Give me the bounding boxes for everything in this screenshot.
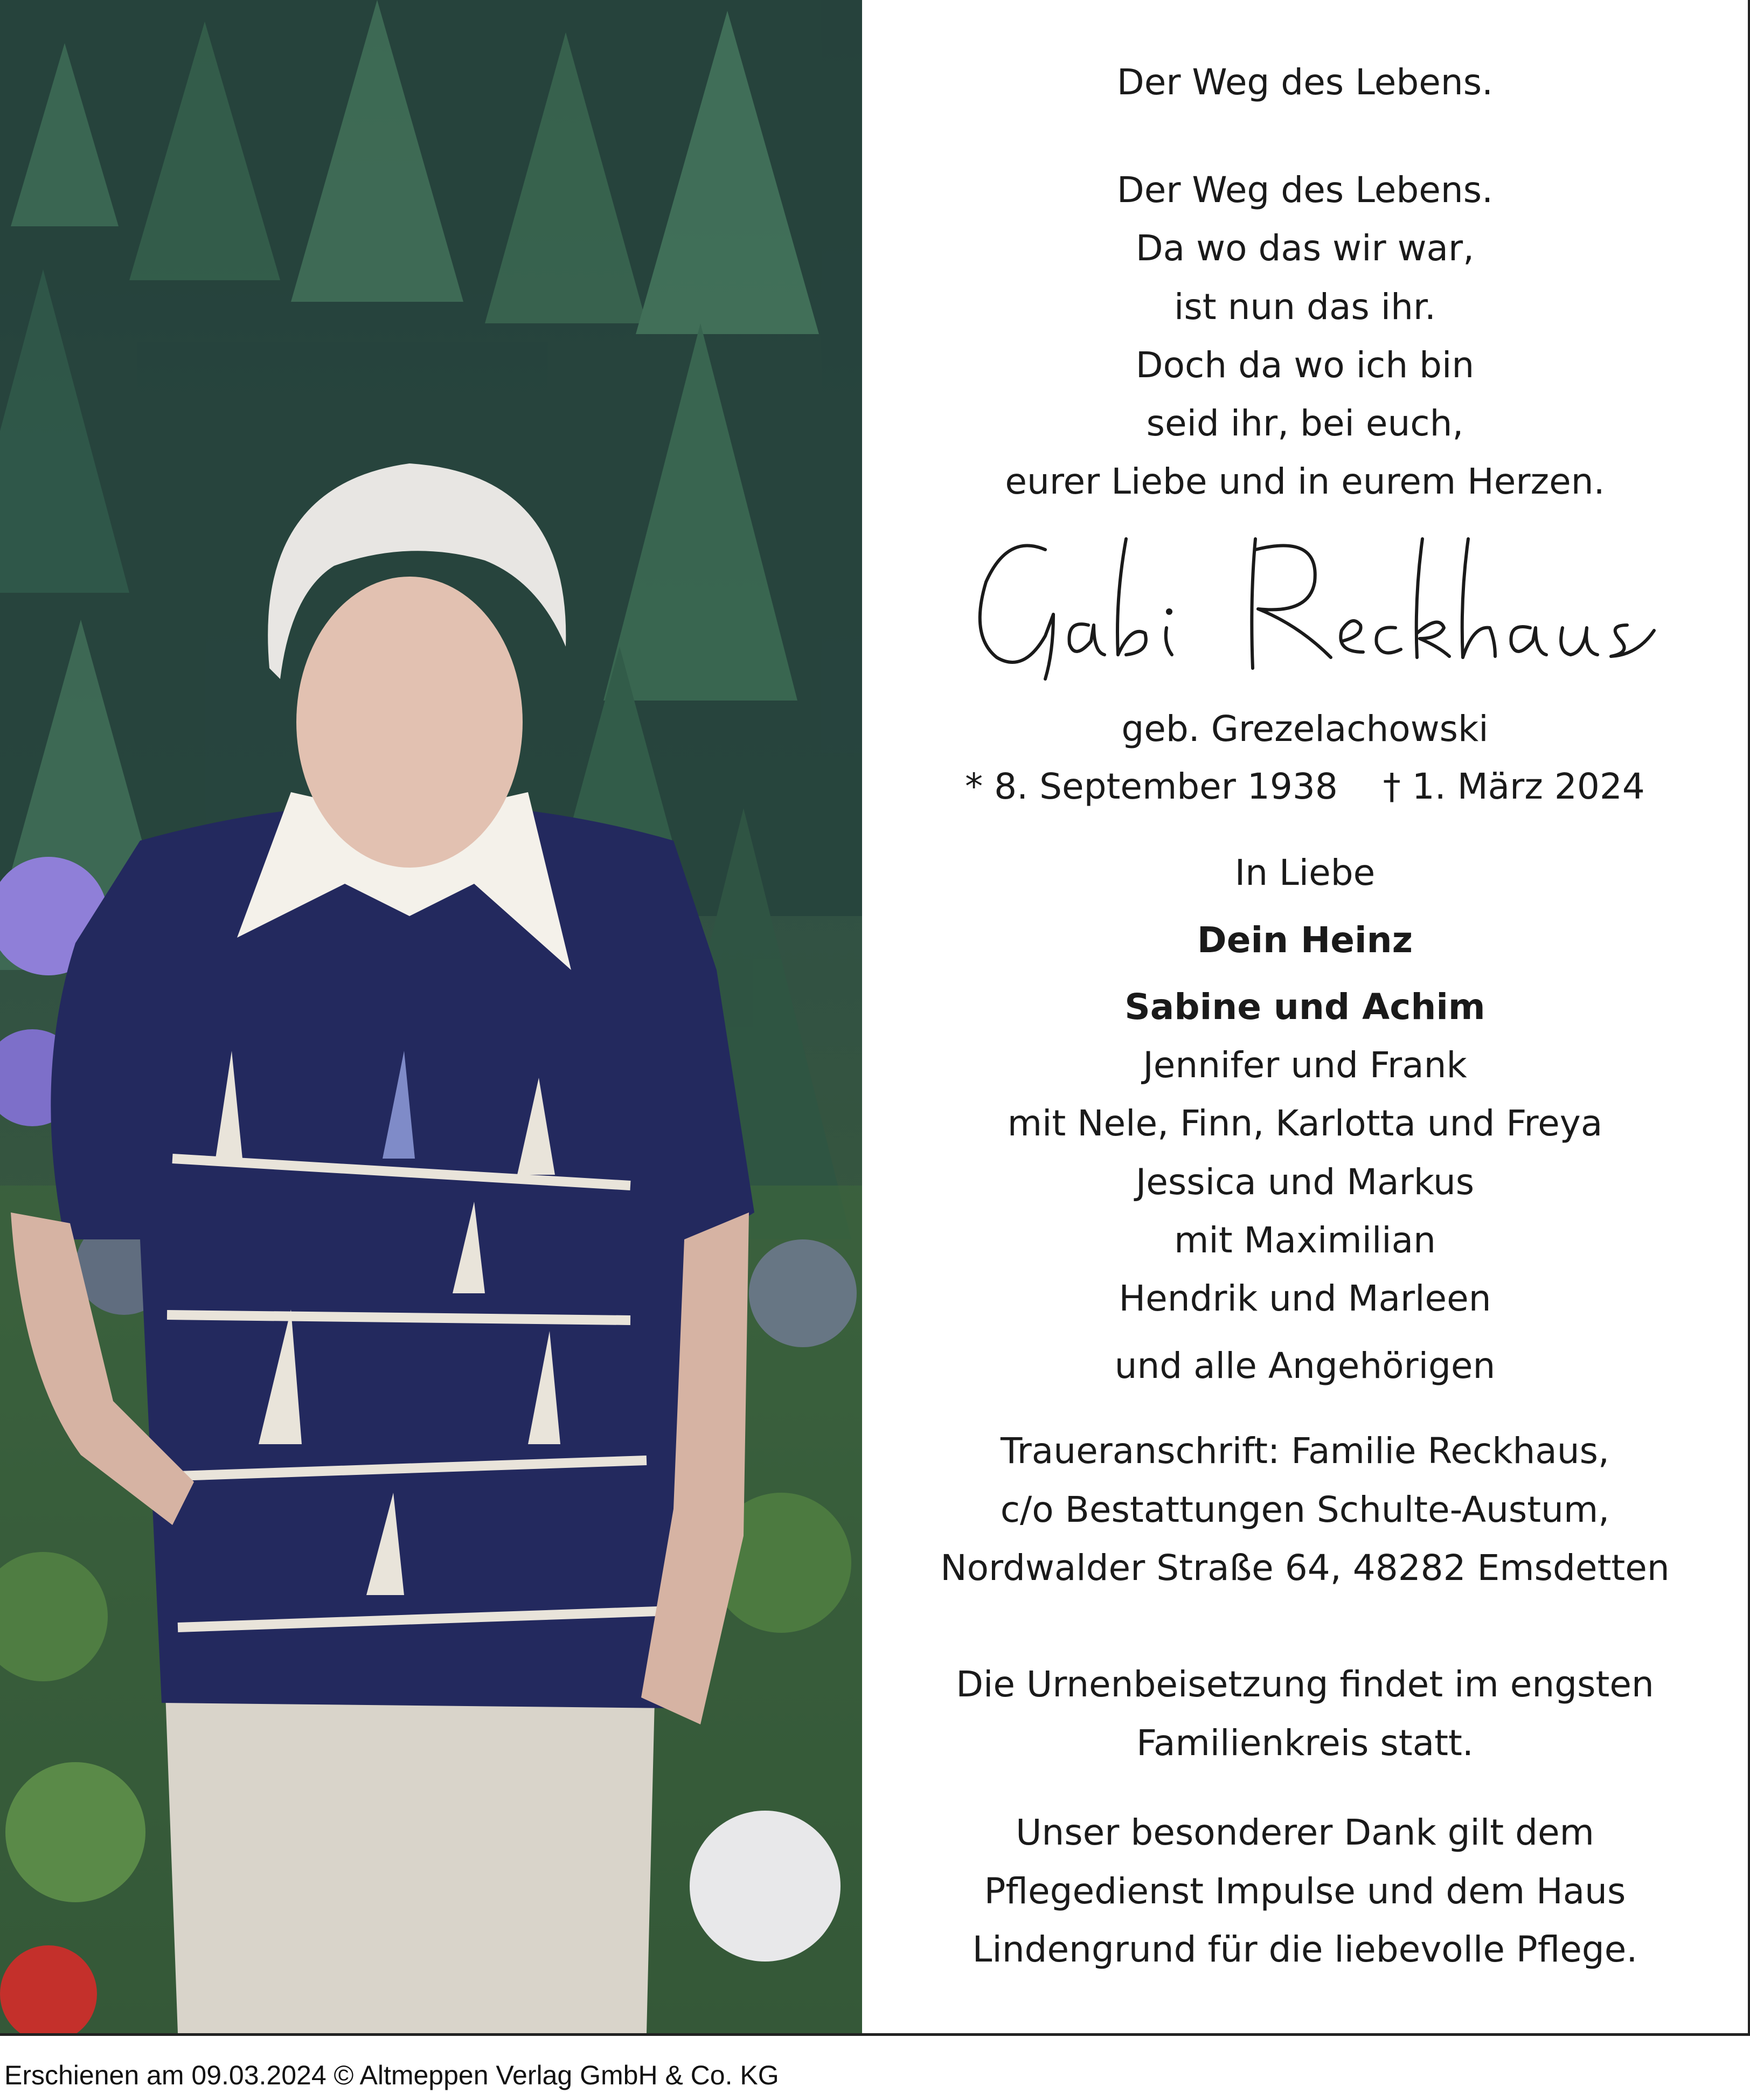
mourner-family: Jennifer und Frank bbox=[1143, 1044, 1467, 1086]
poem-line: Doch da wo ich bin bbox=[1135, 344, 1475, 386]
poem-title: Der Weg des Lebens. bbox=[1116, 61, 1494, 103]
poem-line: Der Weg des Lebens. bbox=[1116, 169, 1494, 211]
portrait-photo bbox=[0, 0, 862, 2033]
thanks-note: Unser besonderer Dank gilt dem bbox=[1016, 1812, 1594, 1853]
name-signature bbox=[964, 517, 1665, 701]
address-line: Nordwalder Straße 64, 48282 Emsdetten bbox=[940, 1547, 1670, 1589]
mourner-primary: Sabine und Achim bbox=[1124, 986, 1485, 1028]
mourners-intro: In Liebe bbox=[1234, 852, 1376, 893]
publication-footer: Erschienen am 09.03.2024 © Altmeppen Verlag GmbH & Co. KG bbox=[4, 2060, 779, 2090]
death-date: † 1. März 2024 bbox=[1383, 766, 1645, 807]
thanks-note: Pflegedienst Impulse und dem Haus bbox=[984, 1870, 1626, 1912]
mourner-family: mit Nele, Finn, Karlotta und Freya bbox=[1007, 1103, 1603, 1144]
poem-line: eurer Liebe und in eurem Herzen. bbox=[1005, 461, 1605, 502]
poem-line: Da wo das wir war, bbox=[1135, 227, 1475, 269]
portrait-illustration bbox=[0, 0, 862, 2033]
life-dates bbox=[862, 765, 1748, 808]
mourner-primary: Dein Heinz bbox=[1197, 919, 1413, 961]
address-line: Traueranschrift: Familie Reckhaus, bbox=[1001, 1430, 1609, 1472]
birth-date: * 8. September 1938 bbox=[965, 766, 1338, 807]
obituary-text bbox=[862, 0, 1748, 2033]
burial-note: Familienkreis statt. bbox=[1136, 1722, 1474, 1764]
mourner-family: Hendrik und Marleen bbox=[1119, 1278, 1491, 1319]
poem-line: ist nun das ihr. bbox=[1174, 286, 1436, 328]
poem-line: seid ihr, bei euch, bbox=[1146, 403, 1464, 444]
mourner-family: Jessica und Markus bbox=[1135, 1161, 1475, 1203]
burial-note: Die Urnenbeisetzung findet im engsten bbox=[956, 1664, 1654, 1705]
maiden-name: geb. Grezelachowski bbox=[1121, 708, 1489, 750]
thanks-note: Lindengrund für die liebevolle Pflege. bbox=[972, 1929, 1638, 1970]
mourner-family: mit Maximilian bbox=[1174, 1219, 1436, 1261]
address-line: c/o Bestattungen Schulte-Austum, bbox=[1000, 1489, 1610, 1530]
mourners-closing: und alle Angehörigen bbox=[1114, 1345, 1496, 1387]
